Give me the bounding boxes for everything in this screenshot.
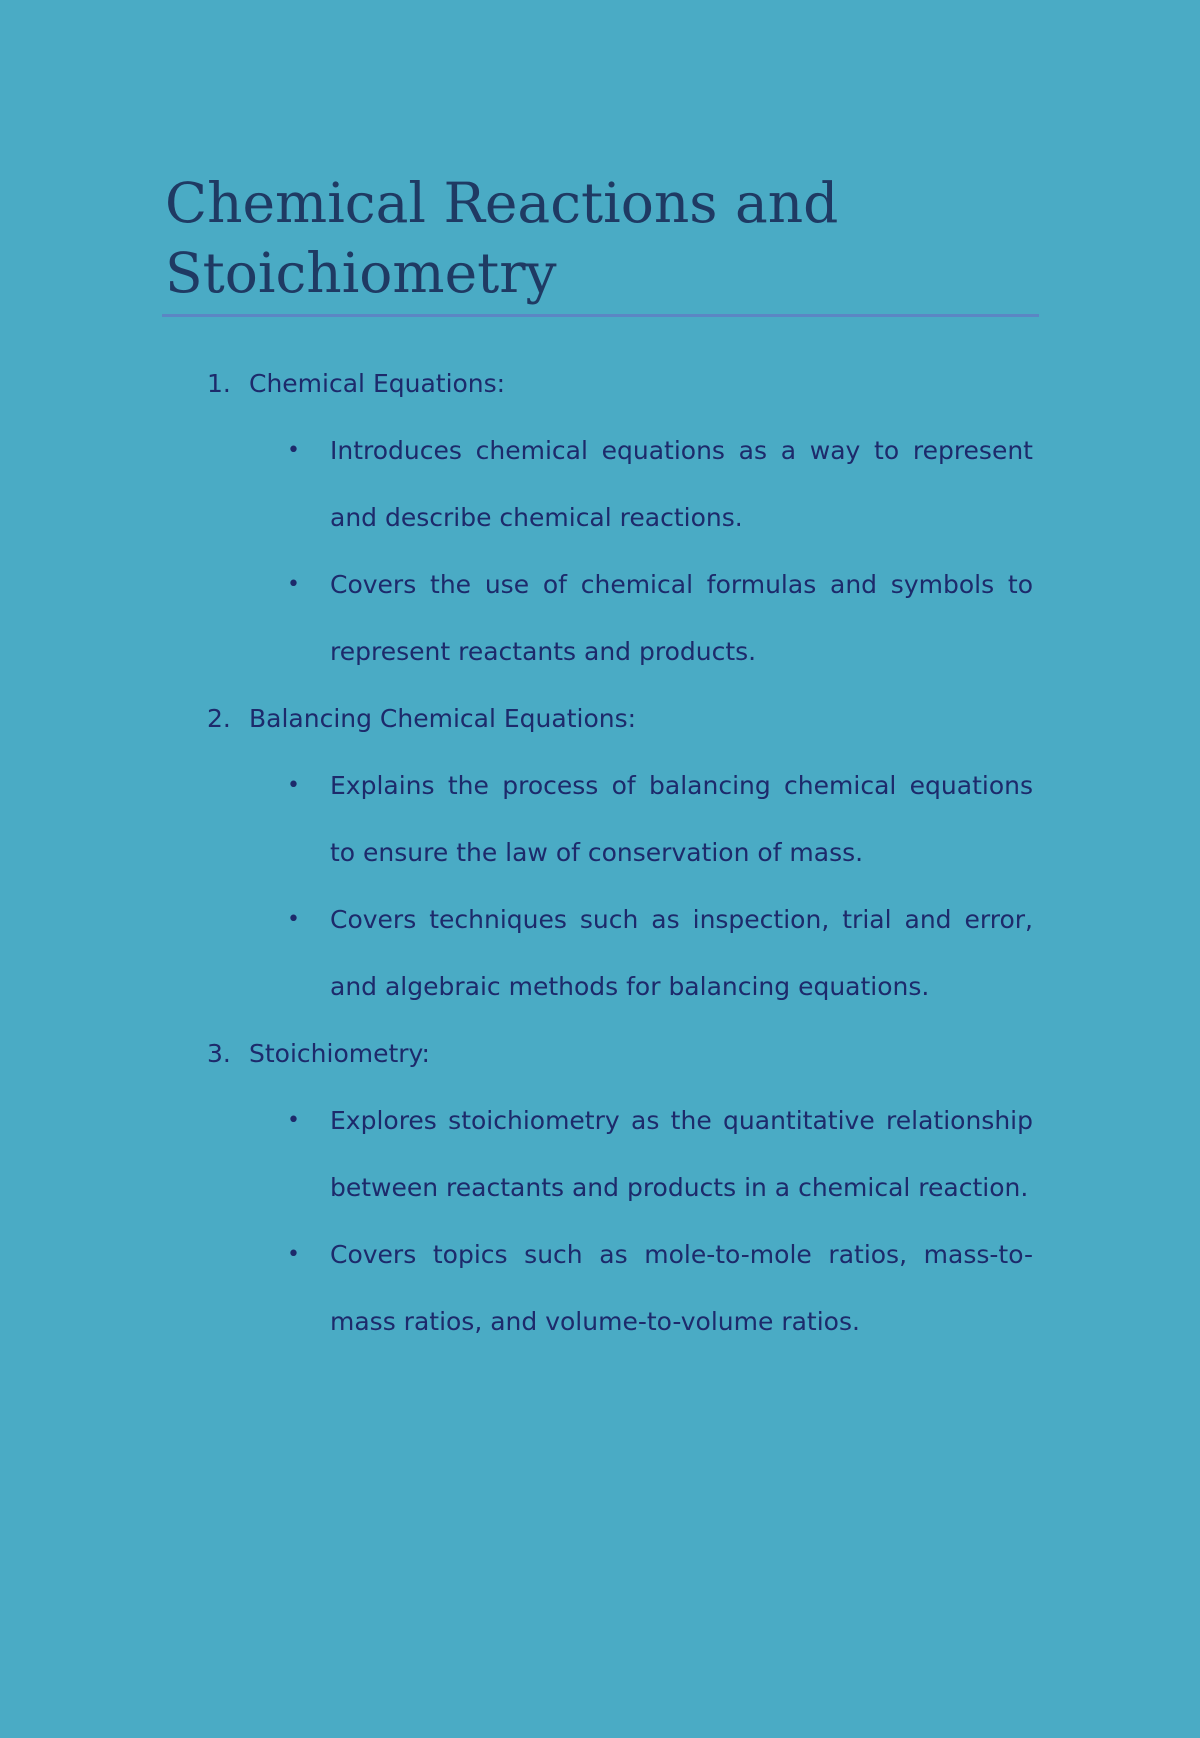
- section-number: 1.: [207, 369, 231, 398]
- section-heading: [207, 685, 1200, 752]
- list-item: [287, 886, 1033, 1020]
- list-item: [287, 1221, 1033, 1355]
- section-heading: [207, 350, 1200, 417]
- list-item: [287, 417, 1033, 551]
- bullet-icon: •: [287, 1108, 300, 1133]
- document-title: Chemical Reactions and Stoichiometry: [165, 171, 839, 305]
- section-title: Balancing Chemical Equations:: [249, 704, 637, 733]
- list-item: [287, 752, 1033, 886]
- document-body: [0, 350, 1200, 1355]
- section-chemical-equations: [0, 350, 1200, 685]
- bullet-icon: •: [287, 907, 300, 932]
- list-item: [287, 1087, 1033, 1221]
- section-balancing-chemical-equations: [0, 685, 1200, 1020]
- list-item-text: Introduces chemical equations as a way to represent and describe chemical reactions.: [330, 436, 1033, 532]
- bullet-icon: •: [287, 773, 300, 798]
- list-item-text: Explains the process of balancing chemical equations to ensure the law of conservation of mass.: [330, 771, 1033, 867]
- section-title: Chemical Equations:: [249, 369, 506, 398]
- title-underline: [162, 314, 1039, 317]
- bullet-icon: •: [287, 438, 300, 463]
- section-stoichiometry: [0, 1020, 1200, 1355]
- list-item-text: Covers topics such as mole-to-mole ratios, mass-to-mass ratios, and volume-to-volume ratios.: [330, 1240, 1033, 1336]
- section-title: Stoichiometry:: [249, 1039, 430, 1068]
- section-number: 3.: [207, 1039, 231, 1068]
- bullet-icon: •: [287, 1242, 300, 1267]
- bullet-icon: •: [287, 572, 300, 597]
- section-number: 2.: [207, 704, 231, 733]
- list-item-text: Explores stoichiometry as the quantitative relationship between reactants and products in a chemical reaction.: [330, 1106, 1033, 1202]
- list-item: [287, 551, 1033, 685]
- section-heading: [207, 1020, 1200, 1087]
- list-item-text: Covers techniques such as inspection, trial and error, and algebraic methods for balancing equations.: [330, 905, 1033, 1001]
- list-item-text: Covers the use of chemical formulas and symbols to represent reactants and products.: [330, 570, 1033, 666]
